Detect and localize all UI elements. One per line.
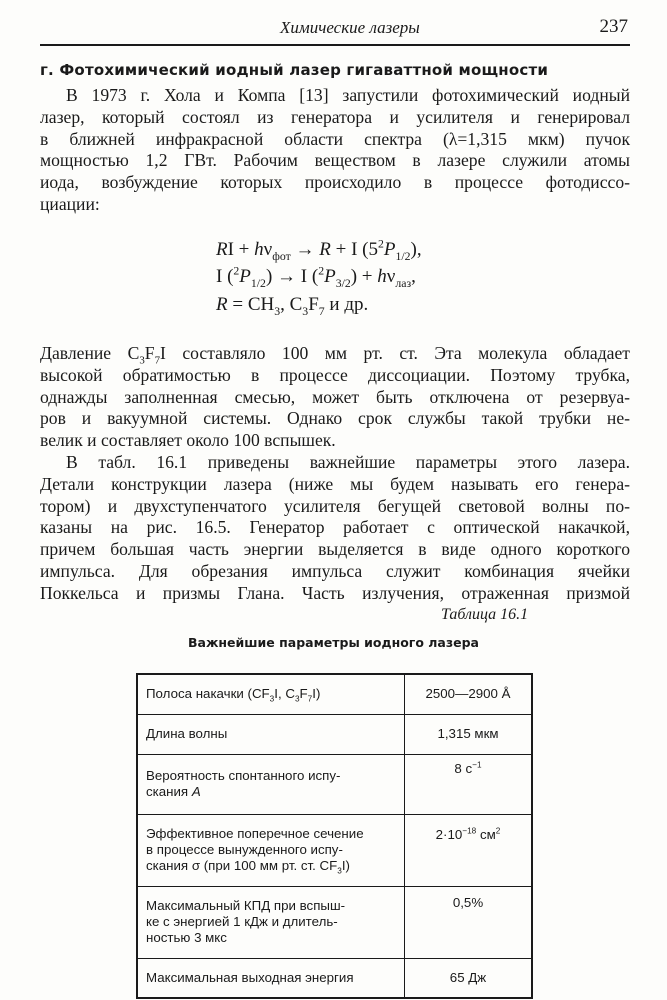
table-row	[137, 674, 532, 714]
paragraph-1	[40, 85, 630, 216]
text-line: велик и составляет около 100 вспышек.	[40, 430, 336, 451]
equation-3: $R = CH_3$, $C_3F_7$ и др.	[216, 294, 369, 318]
parameters-table	[136, 673, 533, 999]
page-number: 237	[599, 16, 628, 37]
running-title: Химические лазеры	[280, 18, 420, 37]
text-line: лазер, который состоял из генератора и усилителя и генерировал	[40, 106, 630, 127]
text-line: тором) и двухступенчатого усилителя бегущей световой волны по-	[40, 495, 630, 516]
running-head	[40, 14, 630, 46]
table-row	[137, 714, 532, 754]
table-caption: Таблица 16.1	[441, 606, 529, 623]
text-line: причем большая часть энергии выделяется в виде одного короткого	[40, 539, 630, 560]
table-cell-value: 0,5%	[405, 886, 533, 958]
text-line: В 1973 г. Хола и Компа [13] запустили фотохимический иодный	[66, 85, 630, 105]
table-cell-value: 8 $с^{-1}$	[405, 754, 533, 814]
table-cell-name: Вероятность спонтанного испу- скания A	[137, 754, 405, 814]
section-heading: г. Фотохимический иодный лазер гигаваттной мощности	[40, 61, 549, 79]
table-cell-value: 2500—2900 Å	[405, 674, 533, 714]
text-line: мощностью 1,2 ГВт. Рабочим веществом в лазере служили атомы	[40, 150, 630, 171]
table-cell-value: $2\cdot 10^{-18}$ $см^2$	[405, 814, 533, 886]
table-cell-value: 1,315 мкм	[405, 714, 533, 754]
text-line: импульса. Для обрезания импульса служит комбинация ячейки	[40, 560, 630, 581]
text-line: циации:	[40, 193, 100, 214]
table-row	[137, 958, 532, 998]
paragraph-3	[40, 452, 630, 605]
text-line: Давление $C_3F_7I$ составляло 100 мм рт. ст. Эта молекула обладает	[40, 343, 630, 367]
table-cell-name: Максимальный КПД при вспыш- ке с энергией 1 кДж и длитель- ностью 3 мкс	[137, 886, 405, 958]
table-cell-name: Полоса накачки ($CF_3I$, $C_3F_7I$)	[137, 674, 405, 714]
table-cell-name: Эффективное поперечное сечение в процессе вынужденного испу- скания σ (при 100 мм рт. ст. $CF_3I$)	[137, 814, 405, 886]
text-line: казаны на рис. 16.5. Генератор работает с оптической накачкой,	[40, 517, 630, 538]
table-row	[137, 754, 532, 814]
text-line: иода, возбуждение которых происходило в процессе фотодиссо-	[40, 172, 630, 193]
text-line: однажды заполненная смесью, может быть отключена от резервуа-	[40, 386, 630, 407]
text-line: Поккельса и призмы Глана. Часть излучения, отраженная призмой	[40, 582, 630, 603]
text-line: В табл. 16.1 приведены важнейшие параметры этого лазера.	[66, 452, 630, 472]
table-row	[137, 886, 532, 958]
paragraph-2	[40, 343, 630, 452]
text-line: высокой обратимостью в процессе диссоциации. Поэтому трубка,	[40, 364, 630, 385]
table-cell-name: Максимальная выходная энергия	[137, 958, 405, 998]
table-row	[137, 814, 532, 886]
text-line: в ближней инфракрасной области спектра (λ=1,315 мкм) пучок	[40, 128, 630, 149]
equation-1: RI + $h\nu_{фот} \to R + I$ $(5^2P_{1/2})$,	[216, 237, 422, 263]
equation-2: I $(^2P_{1/2}) \to I$ $(^2P_{3/2}) + h\nu_{лаз}$,	[216, 264, 416, 290]
table-cell-name: Длина волны	[137, 714, 405, 754]
text-line: Детали конструкции лазера (ниже мы будем называть его генера-	[40, 473, 630, 494]
table-title: Важнейшие параметры иодного лазера	[188, 635, 479, 650]
text-line: ров и вакуумной системы. Однако срок службы такой трубки не-	[40, 408, 630, 429]
table-cell-value: 65 Дж	[405, 958, 533, 998]
